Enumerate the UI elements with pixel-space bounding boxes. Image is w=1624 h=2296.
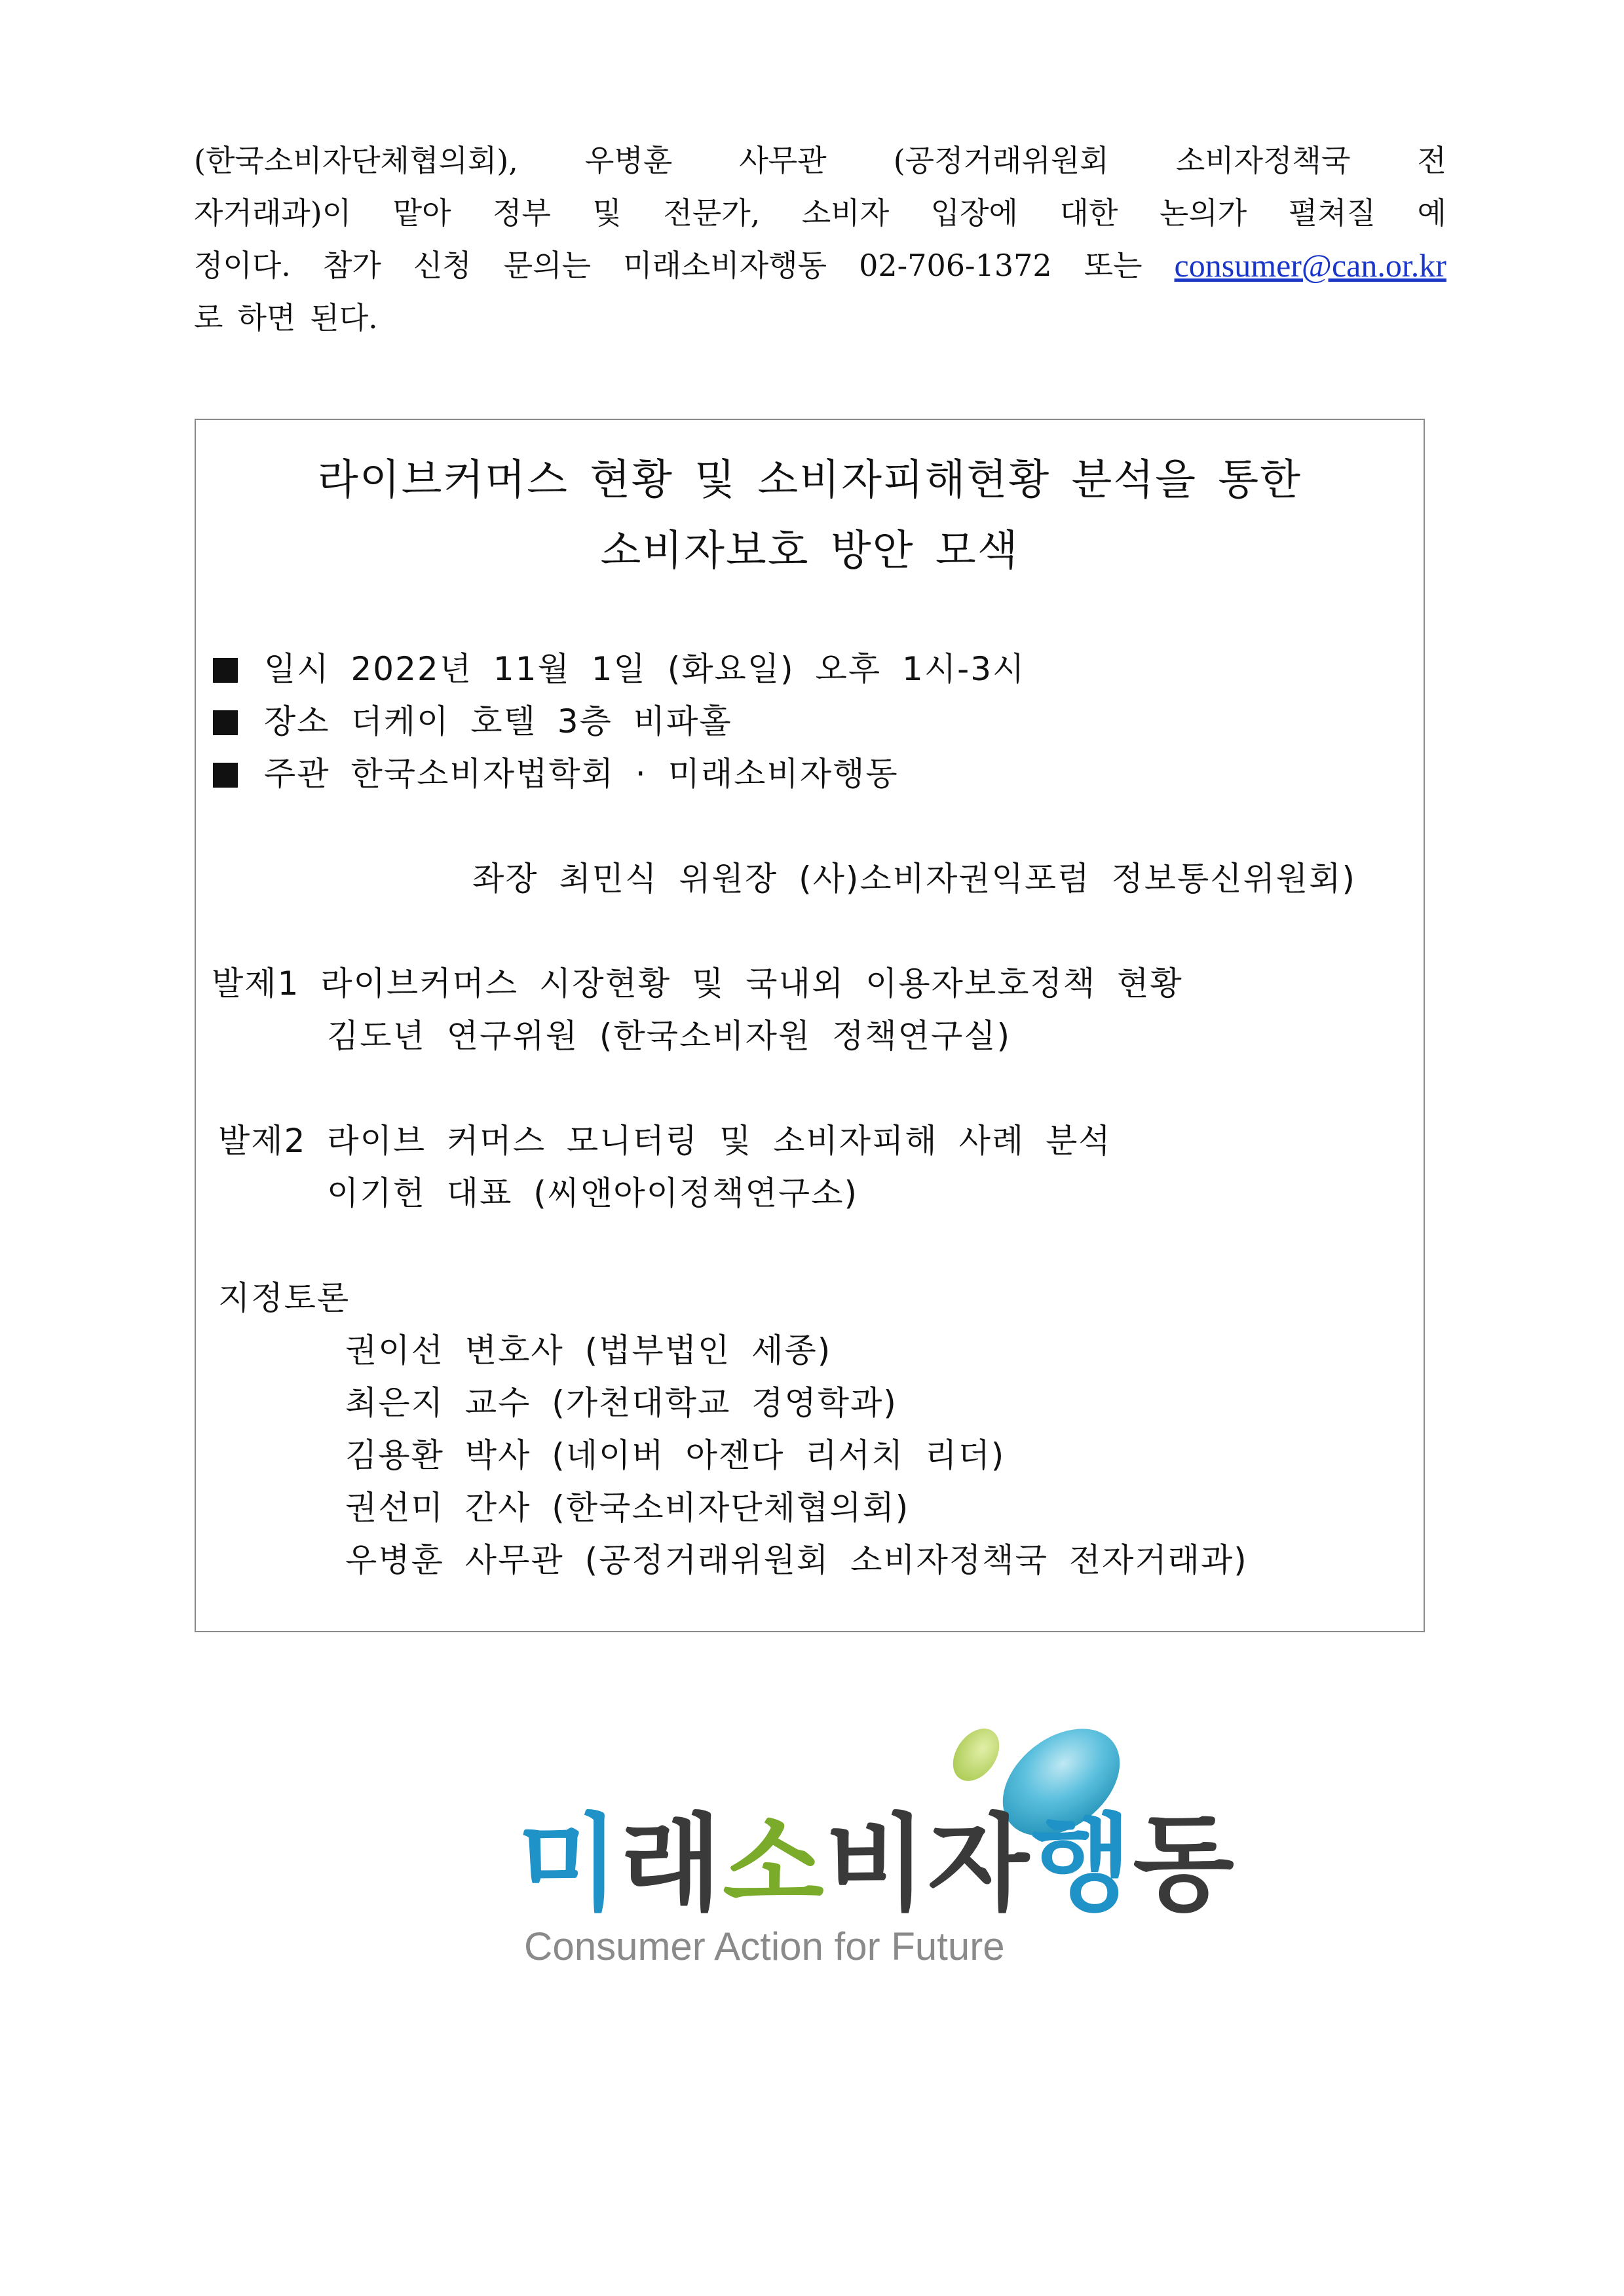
intro-word: 논의가 [1159, 195, 1247, 231]
presentation-2-speaker: 이기헌 대표 (씨앤아이정책연구소) [327, 1174, 859, 1212]
event-info-box [195, 419, 1425, 1632]
event-place: 장소 더케이 호텔 3층 비파홀 [264, 702, 732, 740]
intro-word: 로 [194, 300, 223, 335]
intro-word: 정이다. [194, 248, 291, 283]
organization-logo [518, 1704, 1236, 1979]
logo-char: 미 [518, 1803, 620, 1925]
intro-word: 대한 [1059, 195, 1118, 231]
event-date-row [213, 648, 1025, 690]
logo-char: 동 [1133, 1803, 1236, 1925]
intro-word: 예 [1417, 195, 1446, 231]
intro-word: 미래소비자행동 [623, 248, 827, 283]
intro-word: 소비자 [801, 195, 890, 231]
logo-char: 비 [825, 1803, 928, 1925]
discussion-heading: 지정토론 [218, 1279, 350, 1317]
intro-word: 신청 [413, 248, 472, 283]
intro-word: (한국소비자단체협의회), [194, 143, 518, 178]
intro-line-2 [194, 193, 1446, 233]
event-host-row [213, 753, 899, 795]
presentation-1-speaker: 김도년 연구위원 (한국소비자원 정책연구실) [327, 1017, 1011, 1055]
intro-word: 참가 [322, 248, 381, 283]
event-date: 일시 2022년 11월 1일 (화요일) 오후 1시-3시 [264, 650, 1026, 688]
intro-line-1 [194, 141, 1446, 180]
intro-word: 정부 [493, 195, 551, 231]
square-bullet-icon [213, 763, 238, 788]
logo-char: 행 [1030, 1803, 1133, 1925]
email-link[interactable]: consumer@can.or.kr [1174, 247, 1446, 284]
presentation-2-title: 발제2 라이브 커머스 모니터링 및 소비자피해 사례 분석 [218, 1122, 1112, 1160]
square-bullet-icon [213, 658, 238, 683]
logo-char: 자 [928, 1803, 1030, 1925]
intro-word: 된다. [310, 300, 378, 335]
intro-line-4 [194, 298, 1446, 337]
intro-word: 소비자정책국 [1175, 143, 1351, 178]
presentation-1-title: 발제1 라이브커머스 시장현황 및 국내외 이용자보호정책 현황 [212, 965, 1183, 1003]
event-title-line-2: 소비자보호 방안 모색 [600, 527, 1019, 575]
intro-word: (공정거래위원회 [893, 143, 1109, 178]
event-chair: 좌장 최민식 위원장 (사)소비자권익포럼 정보통신위원회) [472, 860, 1356, 898]
intro-phone: 02-706-1372 [859, 248, 1052, 283]
logo-char: 소 [723, 1803, 825, 1925]
logo-char: 래 [620, 1803, 723, 1925]
discussant-item: 김용환 박사 (네이버 아젠다 리서치 리더) [345, 1436, 1006, 1474]
intro-word: 문의는 [503, 248, 592, 283]
square-bullet-icon [213, 710, 238, 735]
event-host: 주관 한국소비자법학회 · 미래소비자행동 [264, 755, 899, 793]
intro-word: 전 [1417, 143, 1446, 178]
intro-word: 우병훈 [584, 143, 673, 178]
intro-word: 및 [592, 195, 622, 231]
logo-english-wordmark: Consumer Action for Future [524, 1924, 1005, 1968]
intro-word: 펼쳐질 [1288, 195, 1376, 231]
intro-word: 하면 [237, 300, 296, 335]
event-title-line-1: 라이브커머스 현황 및 소비자피해현황 분석을 통한 [317, 456, 1302, 505]
discussant-item: 우병훈 사무관 (공정거래위원회 소비자정책국 전자거래과) [345, 1541, 1248, 1579]
discussant-item: 권이선 변호사 (법부법인 세종) [345, 1331, 832, 1369]
intro-line-3 [194, 246, 1446, 285]
intro-word: 입장에 [930, 195, 1018, 231]
intro-word: 맡아 [392, 195, 451, 231]
intro-word: 전문가, [663, 195, 761, 231]
intro-word: 사무관 [739, 143, 827, 178]
intro-word: 자거래과)이 [194, 195, 352, 231]
discussant-item: 최은지 교수 (가천대학교 경영학과) [345, 1384, 897, 1422]
event-place-row [213, 700, 732, 742]
intro-word: 또는 [1084, 248, 1142, 283]
discussant-item: 권선미 간사 (한국소비자단체협의회) [345, 1489, 910, 1527]
logo-korean-wordmark [518, 1805, 1236, 1923]
